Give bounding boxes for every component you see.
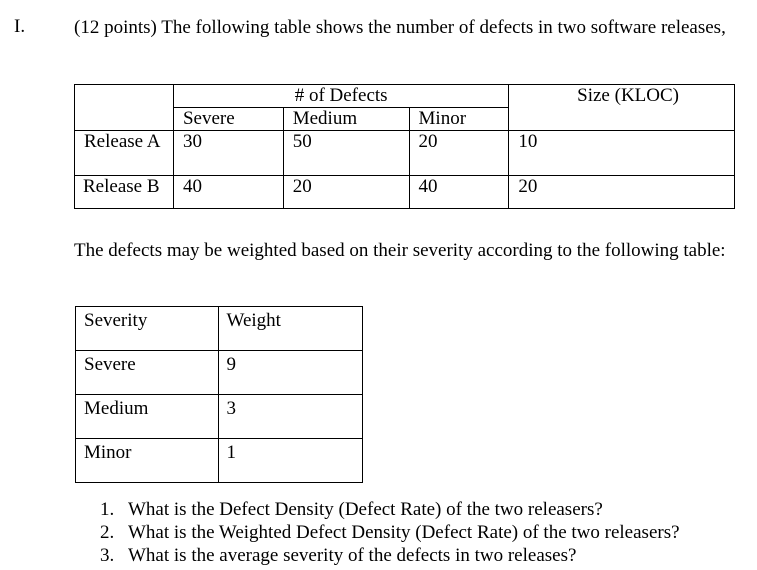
minor-count: 20	[409, 131, 509, 176]
medium-count: 20	[283, 176, 409, 209]
severity-header-severe: Severe	[173, 108, 283, 131]
empty-corner-cell	[75, 85, 174, 131]
question-list	[100, 498, 680, 567]
severity-label: Minor	[76, 439, 219, 483]
weight-header-row	[76, 307, 363, 351]
release-label: Release B	[75, 176, 174, 209]
defects-table	[74, 84, 735, 209]
medium-count: 50	[283, 131, 409, 176]
size-value: 10	[509, 131, 735, 176]
defects-header: # of Defects	[173, 85, 508, 108]
severity-header-minor: Minor	[409, 108, 509, 131]
question-index: 1.	[100, 499, 115, 520]
list-item	[100, 498, 680, 521]
weight-column-header: Weight	[218, 307, 362, 351]
size-value: 20	[509, 176, 735, 209]
weight-value: 3	[218, 395, 362, 439]
table-row	[75, 131, 735, 176]
weight-value: 9	[218, 351, 362, 395]
question-index: 2.	[100, 522, 115, 543]
table-row	[75, 176, 735, 209]
severe-count: 30	[173, 131, 283, 176]
severity-label: Severe	[76, 351, 219, 395]
question-index: 3.	[100, 545, 115, 566]
intro-text: (12 points) The following table shows the number of defects in two software releases,	[74, 17, 726, 38]
weight-intro-text: The defects may be weighted based on their severity according to the following table:	[74, 240, 726, 261]
size-header: Size (KLOC)	[509, 85, 735, 131]
list-item	[100, 521, 680, 544]
table-row	[76, 395, 363, 439]
question-text: What is the average severity of the defects in two releases?	[128, 545, 577, 566]
question-number: I.	[14, 16, 26, 37]
question-text: What is the Defect Density (Defect Rate) of the two releasers?	[128, 499, 603, 520]
weight-value: 1	[218, 439, 362, 483]
defects-header-row	[75, 85, 735, 108]
weight-table	[75, 306, 363, 483]
severity-column-header: Severity	[76, 307, 219, 351]
severity-label: Medium	[76, 395, 219, 439]
severity-header-medium: Medium	[283, 108, 409, 131]
list-item	[100, 544, 680, 567]
minor-count: 40	[409, 176, 509, 209]
release-label: Release A	[75, 131, 174, 176]
severe-count: 40	[173, 176, 283, 209]
table-row	[76, 439, 363, 483]
table-row	[76, 351, 363, 395]
question-text: What is the Weighted Defect Density (Defect Rate) of the two releasers?	[128, 522, 680, 543]
